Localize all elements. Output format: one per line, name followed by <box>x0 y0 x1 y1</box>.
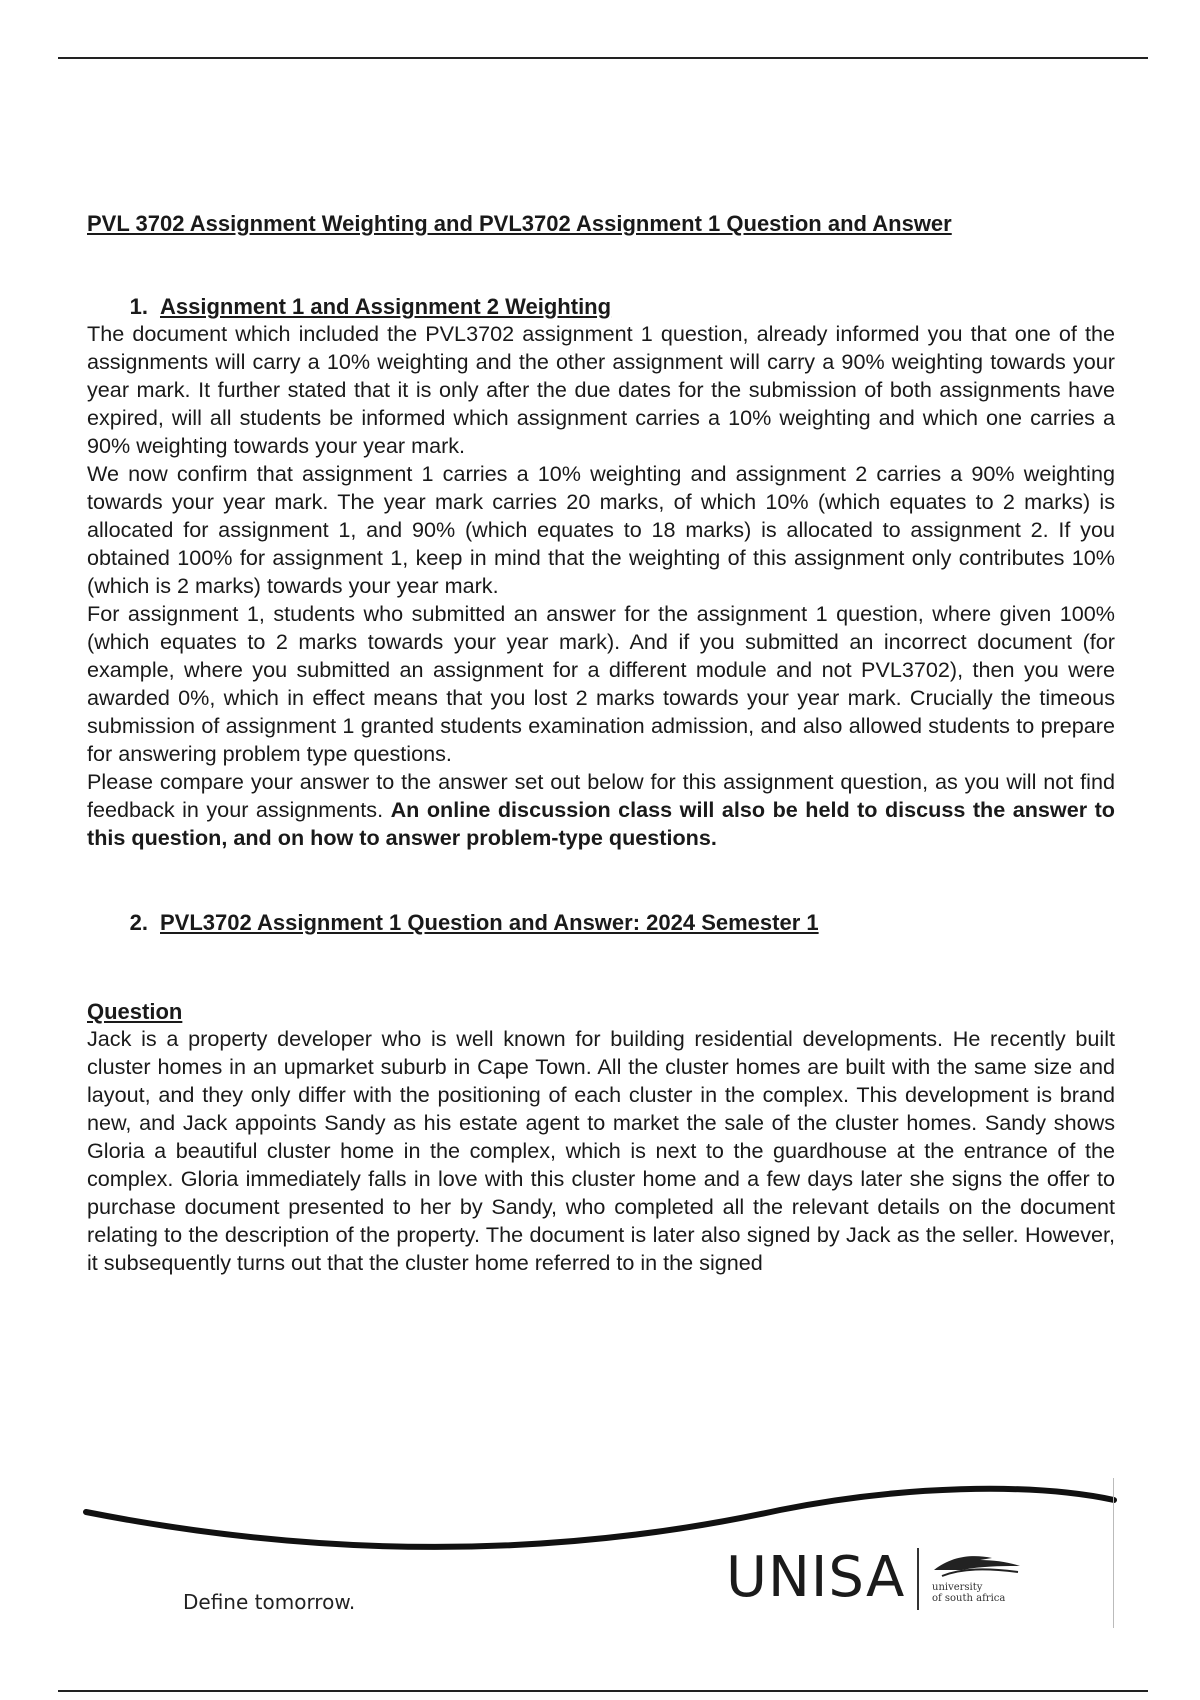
logo-subtitle-line-2: of south africa <box>932 1593 1006 1604</box>
paragraph-plain-text: Please compare your answer to the answer set out below for this assignment question, as you will not find feedback in your assignments. <box>87 769 1115 822</box>
top-rule <box>58 57 1148 59</box>
section-2-title: PVL3702 Assignment 1 Question and Answer: 2024 Semester 1 <box>160 910 819 935</box>
paragraph-compare <box>87 768 1115 852</box>
paragraph: The document which included the PVL3702 assignment 1 question, already informed you that one of the assignments will carry a 10% weighting and the other assignment will carry a 90% weighting towards your year mark. It further stated that it is only after the due dates for the submission of both assignments have expired, will all students be informed which assignment carries a 10% weighting and which one carries a 90% weighting towards your year mark. <box>87 321 1115 458</box>
paragraph-bold-text: An online discussion class will also be held to discuss the answer to this question, and on how to answer problem-type questions. <box>87 797 1115 850</box>
footer-tagline: Define tomorrow. <box>183 1590 356 1614</box>
section-1-heading <box>87 294 1115 320</box>
bottom-rule <box>58 1690 1148 1692</box>
document-body <box>87 211 1115 1277</box>
logo-subtitle-line-1: university <box>932 1582 983 1593</box>
logo-divider <box>917 1548 919 1610</box>
unisa-logo-text: UNISA <box>726 1545 906 1610</box>
section-2-heading <box>87 910 1115 936</box>
document-title: PVL 3702 Assignment Weighting and PVL3702 Assignment 1 Question and Answer <box>87 211 952 236</box>
question-paragraph: Jack is a property developer who is well known for building residential developments. He recently built cluster homes in an upmarket suburb in Cape Town. All the cluster homes are built with the same size and layout, and they only differ with the positioning of each cluster in the complex. This development is brand new, and Jack appoints Sandy as his estate agent to market the sale of the cluster homes. Sandy shows Gloria a beautiful cluster home in the complex, which is next to the guardhouse at the entrance of the complex. Gloria immediately falls in love with this cluster home and a few days later she signs the offer to purchase document presented to her by Sandy, who completed all the relevant details on the document relating to the description of the property. The document is later also signed by Jack as the seller. However, it subsequently turns out that the cluster home referred to in the signed <box>87 1026 1115 1275</box>
section-2-number: 2. <box>129 910 148 935</box>
footer-edge-line <box>1113 1478 1114 1628</box>
section-1-title: Assignment 1 and Assignment 2 Weighting <box>160 294 612 319</box>
paragraph: We now confirm that assignment 1 carries a 10% weighting and assignment 2 carries a 90% weighting towards your year mark. The year mark carries 20 marks, of which 10% (which equates to 2 marks) is allocated for assignment 1, and 90% (which equates to 18 marks) is allocated to assignment 2. If you obtained 100% for assignment 1, keep in mind that the weighting of this assignment only contributes 10% (which is 2 marks) towards your year mark. <box>87 461 1115 598</box>
section-1-number: 1. <box>129 294 148 319</box>
logo-subtitle <box>932 1582 1005 1604</box>
question-heading: Question <box>87 999 183 1024</box>
paragraph: For assignment 1, students who submitted an answer for the assignment 1 question, where given 100% (which equates to 2 marks towards your year mark). And if you submitted an incorrect document (for example, where you submitted an assignment for a different module and not PVL3702), then you were awarded 0%, which in effect means that you lost 2 marks towards your year mark. Crucially the timeous submission of assignment 1 granted students examination admission, and also allowed students to prepare for answering problem type questions. <box>87 601 1115 766</box>
bird-icon <box>932 1550 1022 1580</box>
